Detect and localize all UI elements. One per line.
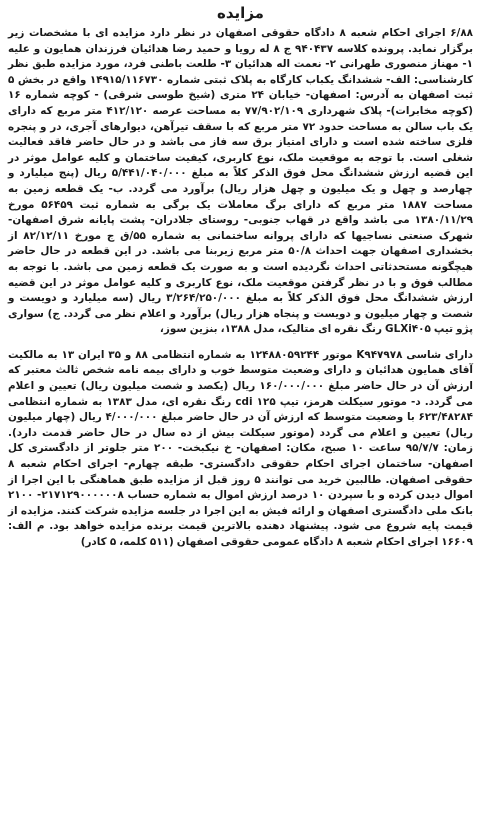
notice-paragraph-1: ۶/۸۸ اجرای احکام شعبه ۸ دادگاه حقوقی اصفهان در نظر دارد مزایده ای با مشخصات زیر برگزار نماید. پرونده کلاسه ۹۴۰۴۳۷ ج ۸ له رویا و حمید رضا هدائیان فرزندان همایون و علیه ۱- مهناز منصوری طهرانی ۲- نعمت اله هدائیان ۳- طلعت باطنی فرد، مورد مزایده طبق نظر کارشناسی: الف- ششدانگ یکباب کارگاه به پلاک ثبتی شماره ۱۴۹۱۵/۱۱۶۷۳۰ واقع در بخش ۵ ثبت اصفهان به آدرس: اصفهان- خیابان ۲۴ متری (شیخ طوسی شرقی) - کوچه شماره ۱۶ (کوچه مخابرات)- پلاک شهرداری ۷۷/۹۰۲/۱۰۹ به مساحت عرصه ۴۱۲/۱۲۰ متر مربع که دارای یک باب سالن به مساحت حدود ۷۲ متر مربع که با سقف تیرآهن، دیوارهای آجری، در و پنجره فلزی ساخته شده است و دارای امتیاز برق سه فاز می باشد و در حال حاضر فاقد فعالیت شغلی است. با توجه به موقعیت ملک، نوع کاربری، کیفیت ساختمان و کلیه عوامل موثر در این قضیه ارزش ششدانگ محل فوق الذکر کلاً به مبلغ ۵/۴۴۱/۰۴۰/۰۰۰ ریال (پنج میلیارد و چهارصد و چهل و یک میلیون و چهل هزار ریال) برآورد می گردد. ب- یک قطعه زمین به مساحت ۱۸۸۷ متر مربع که دارای برگ معاملات یک برگی به شماره ثبت ۵۶۴۵۹ مورخ ۱۳۸۰/۱۱/۲۹ می باشد واقع در قهاب جنوبی- روستای جلادران- پشت پایانه شرق اصفهان- شهرک صنعتی نساجیها که دارای پروانه ساختمانی به شماره ۵۵/ق ج مورخ ۸۲/۱۲/۱۱ از بخشداری اصفهان جهت احداث ۵۰/۸ متر مربع زیربنا می باشد. در این قطعه در حال حاضر هیچگونه مستحدثاتی احداث نگردیده است و به صورت یک قطعه زمین می باشد. با توجه به مطالب فوق و با در نظر گرفتن موقعیت ملک، نوع کاربری و کلیه عوامل موثر در این قضیه ارزش ششدانگ محل فوق الذکر کلاً به مبلغ ۳/۲۶۴/۲۵۰/۰۰۰ ریال (سه میلیارد و دویست و شصت و چهار میلیون و دویست و پنجاه هزار ریال) برآورد و اعلام نظر می گردد. ج) سواری پژو تیپ GLXi۴۰۵ رنگ نقره ای متالیک، مدل ۱۳۸۸، بنزین سوز، bbox=[8, 27, 474, 336]
notice-paragraph-2: دارای شاسی K۹۴۷۹۷۸ موتور ۱۲۴۸۸۰۵۹۲۴۴ به شماره انتظامی ۸۸ و ۳۵ ایران ۱۳ به مالکیت آقای همایون هدائیان و دارای وضعیت متوسط خوب و دارای بیمه نامه شخص ثالث معتبر که ارزش آن در حال حاضر مبلغ ۱۶۰/۰۰۰/۰۰۰ ریال (یکصد و شصت میلیون ریال) تعیین و اعلام می گردد. د- موتور سیکلت هرمز، تیپ cdi ۱۲۵ رنگ نقره ای، مدل ۱۳۸۳ به شماره انتظامی ۶۲۳/۴۸۲۸۴ با وضعیت متوسط که ارزش آن در حال حاضر مبلغ ۴/۰۰۰/۰۰۰ ریال (چهار میلیون ریال) تعیین و اعلام می گردد (موتور سیکلت بیش از ده سال در حال حاضر قدمت دارد). زمان: ۹۵/۷/۷ ساعت ۱۰ صبح، مکان: اصفهان- خ نیکبخت- ۲۰۰ متر جلوتر از دادگستری کل اصفهان- ساختمان اجرای احکام حقوقی دادگستری- طبقه چهارم- اجرای احکام شعبه ۸ حقوقی اصفهان. طالبین خرید می توانند ۵ روز قبل از مزایده طبق هماهنگی با این اجرا از اموال دیدن کرده و با سپردن ۱۰ درصد ارزش اموال به شماره حساب ۲۱۷۱۲۹۰۰۰۰۰۰۸- ۲۱۰۰ بانک ملی دادگستری اصفهان و ارائه فیش به این اجرا در جلسه مزایده شرکت کنند. مزایده از قیمت پایه شروع می شود. پیشنهاد دهنده بالاترین قیمت برنده مزایده خواهد بود. م الف: ۱۶۶۰۹ اجرای احکام شعبه ۸ دادگاه عمومی حقوقی اصفهان (۵۱۱ کلمه، ۵ کادر) bbox=[8, 348, 473, 548]
notice-title: مزایده bbox=[217, 4, 264, 22]
paragraph-gap bbox=[8, 338, 473, 348]
legal-notice bbox=[8, 4, 473, 832]
